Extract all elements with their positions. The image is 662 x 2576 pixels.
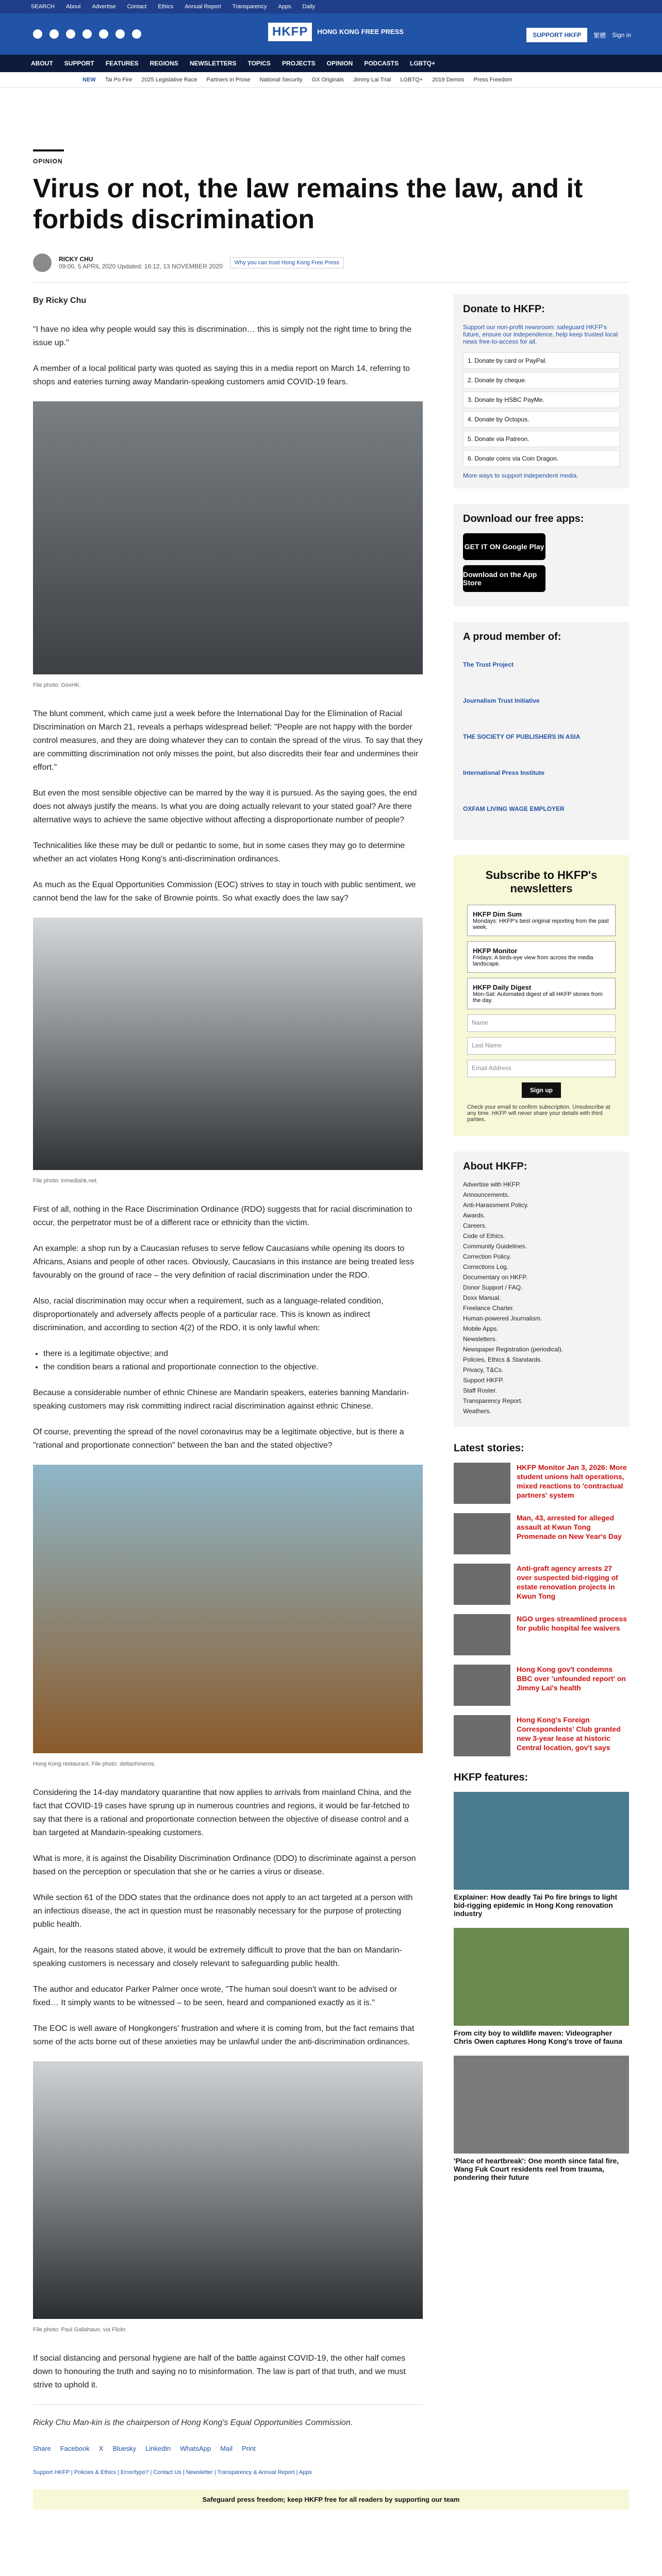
- donate-heading: Donate to HKFP:: [463, 303, 545, 315]
- member-logo[interactable]: International Press Institute: [463, 769, 545, 776]
- donate-box: [454, 294, 629, 488]
- latest-item[interactable]: [454, 1463, 629, 1504]
- about-box: [454, 1151, 629, 1427]
- bluesky-icon[interactable]: [99, 29, 108, 39]
- feature-title[interactable]: 'Place of heartbreak': One month since fatal fire, Wang Fuk Court residents reel from trauma, pondering their future: [454, 2157, 619, 2181]
- latest-stories: [454, 1443, 629, 1756]
- page-title: Virus or not, the law remains the law, and it forbids discrimination: [33, 174, 583, 234]
- google-play-button[interactable]: GET IT ON Google Play: [463, 533, 545, 560]
- latest-item[interactable]: [454, 1665, 629, 1706]
- byline: [33, 253, 629, 272]
- new-label: NEW: [82, 76, 96, 83]
- signup-button[interactable]: Sign up: [522, 1082, 561, 1098]
- nav-item[interactable]: REGIONS: [150, 60, 178, 67]
- paragraph: The blunt comment, which came just a week before the International Day for the Elimination of Racial Discrimination on March 21, reveals a perhaps widespread belief: "People are not happy with the border control measures, and they are doing whatever they can to contain the spread of the virus. To say that they are committing discrimination not only misses the point, but also discredits their fear and undermines their effort.": [33, 709, 423, 772]
- paragraph: The author and educator Parker Palmer once wrote, "The human soul doesn't want to be advised or fixed… It simply wants to be witnessed – to be seen, heard and companioned exactly as it is.": [33, 1985, 398, 2007]
- social-links: [33, 29, 141, 39]
- trust-button[interactable]: Why you can trust Hong Kong Free Press: [230, 257, 344, 268]
- photo-caption: Hong Kong restaurant. File photo: deltaohmeros.: [33, 1761, 156, 1767]
- story-thumbnail[interactable]: [454, 1513, 510, 1554]
- story-thumbnail[interactable]: [454, 1715, 510, 1756]
- main-content: [33, 149, 629, 2510]
- about-link[interactable]: Announcements.: [463, 1191, 510, 1198]
- donate-option[interactable]: 6. Donate coins via Coin Dragon.: [463, 450, 620, 467]
- feature-title[interactable]: Explainer: How deadly Tai Po fire brings to light bid-rigging epidemic in Hong Kong renovation industry: [454, 1893, 618, 1918]
- nav-item[interactable]: PODCASTS: [364, 60, 399, 67]
- trending-link[interactable]: 2025 Legislative Race: [141, 76, 197, 83]
- about-link[interactable]: Weathers.: [463, 1408, 491, 1415]
- utility-link[interactable]: About: [65, 4, 81, 10]
- photo-caption: File photo: GovHK.: [33, 682, 81, 688]
- about-link[interactable]: Freelance Charter.: [463, 1304, 515, 1312]
- apps-box: [454, 504, 629, 606]
- about-link[interactable]: Doxx Manual.: [463, 1294, 501, 1301]
- photo-graffiti-mask[interactable]: [33, 2061, 423, 2319]
- about-link[interactable]: Community Guidelines.: [463, 1243, 527, 1250]
- nav-item[interactable]: TOPICS: [247, 60, 271, 67]
- paragraph: Technicalities like these may be dull or pedantic to some, but in some cases they may go to determine whether an act violates Hong Kong's anti-discrimination ordinances.: [33, 841, 405, 863]
- donate-option[interactable]: 2. Donate by cheque.: [463, 372, 620, 388]
- about-link[interactable]: Documentary on HKFP.: [463, 1274, 528, 1281]
- nav-item[interactable]: SUPPORT: [64, 60, 94, 67]
- paragraph: Also, racial discrimination may occur when a requirement, such as a language-related condition, disproportionately and adversely affects people of a particular race. This is known as indirect discrimination, and according to section 4(2) of the RDO, it is only lawful when:: [33, 1297, 384, 1332]
- photo-street-crowd[interactable]: [33, 401, 423, 674]
- story-thumbnail[interactable]: [454, 1463, 510, 1504]
- about-link[interactable]: Awards.: [463, 1212, 486, 1219]
- photo-restaurant[interactable]: [33, 1465, 423, 1753]
- about-link[interactable]: Policies, Ethics & Standards.: [463, 1356, 542, 1363]
- paragraph: Because a considerable number of ethnic Chinese are Mandarin speakers, eateries banning Mandarin-speaking customers may risk committing indirect racial discrimination against ethnic Chinese.: [33, 1388, 409, 1411]
- newsletter-desc: Fridays: A birds-eye view from across the media landscape.: [473, 955, 593, 967]
- trending-bar: [0, 72, 662, 88]
- utility-link[interactable]: Apps: [278, 4, 291, 10]
- paragraph: Again, for the reasons stated above, it would be extremely difficult to prove that the ban on Mandarin-speaking customers is necessary and closely relevant to safeguarding public health.: [33, 1946, 402, 1968]
- newsletter-option[interactable]: [467, 905, 616, 936]
- instagram-icon[interactable]: [66, 29, 75, 39]
- about-link[interactable]: Advertise with HKFP.: [463, 1181, 521, 1188]
- paragraph: As much as the Equal Opportunities Commission (EOC) strives to stay in touch with public sentiment, we cannot bend the law for the sake of Brownie points. So what exactly does the law say?: [33, 880, 416, 903]
- conditions-list: [43, 1347, 423, 1374]
- share-print[interactable]: Print: [241, 2445, 256, 2452]
- donate-more-link[interactable]: More ways to support independent media.: [463, 472, 578, 479]
- trending-link[interactable]: Tai Po Fire: [105, 76, 133, 83]
- facebook-icon[interactable]: [33, 29, 42, 39]
- mail-icon[interactable]: [132, 29, 141, 39]
- about-link[interactable]: Corrections Log.: [463, 1263, 509, 1270]
- donate-option[interactable]: 3. Donate by HSBC PayMe.: [463, 392, 620, 408]
- photo-caption: File photo: Paul Gallahaun, via Flickr.: [33, 2327, 127, 2333]
- utility-link[interactable]: Transparency: [232, 4, 267, 10]
- paragraph: An example: a shop run by a Caucasian refuses to serve fellow Caucasians while opening its doors to Africans, Asians and people of other races. Obviously, Caucasians in this instance are being treated less favourably on the ground of race – the very definition of racial discrimination under the RDO.: [33, 1244, 414, 1280]
- story-title[interactable]: Anti-graft agency arrests 27 over suspected bid-rigging of estate renovation projects in Kwun Tong: [517, 1564, 618, 1600]
- share-bluesky[interactable]: Bluesky: [112, 2445, 136, 2452]
- logo-box: HKFP: [268, 23, 312, 41]
- nav-item[interactable]: OPINION: [326, 60, 353, 67]
- about-link[interactable]: Newsletters.: [463, 1335, 498, 1343]
- trending-link[interactable]: LGBTQ+: [400, 76, 423, 83]
- features-heading: HKFP features:: [454, 1772, 528, 1783]
- about-link[interactable]: Newspaper Registration (periodical).: [463, 1346, 564, 1353]
- features-box: [454, 1772, 629, 2181]
- utility-link[interactable]: Advertise: [92, 4, 116, 10]
- member-logo[interactable]: OXFAM LIVING WAGE EMPLOYER: [463, 805, 565, 812]
- story-title[interactable]: Hong Kong gov't condemns BBC over 'unfounded report' on Jimmy Lai's health: [517, 1665, 626, 1692]
- latest-item[interactable]: [454, 1564, 629, 1605]
- about-link[interactable]: Support HKFP.: [463, 1377, 504, 1384]
- story-thumbnail[interactable]: [454, 1665, 510, 1706]
- share-button[interactable]: Share: [33, 2445, 51, 2452]
- article-body: [33, 294, 423, 2489]
- paragraph: "I have no idea why people would say this is discrimination… this is simply not the right time to bring the issue up.": [33, 325, 412, 347]
- newsletter-name: HKFP Dim Sum: [473, 910, 522, 918]
- paragraph: The EOC is well aware of Hongkongers' frustration and where it is coming from, but the fact remains that some of the acts borne out of these anxieties may be unlawful under the anti-discrimination ordinances.: [33, 2024, 415, 2046]
- about-link[interactable]: Mobile Apps.: [463, 1325, 499, 1332]
- about-link[interactable]: Anti-Harassment Policy.: [463, 1201, 529, 1209]
- utility-link[interactable]: Daily: [302, 4, 316, 10]
- trending-link[interactable]: Jimmy Lai Trial: [353, 76, 391, 83]
- nav-item[interactable]: PROJECTS: [282, 60, 316, 67]
- latest-item[interactable]: [454, 1614, 629, 1655]
- email-field[interactable]: Email Address: [467, 1060, 616, 1077]
- nav-item[interactable]: LGBTQ+: [410, 60, 436, 67]
- donate-option[interactable]: 4. Donate by Octopus.: [463, 411, 620, 428]
- list-item: • there is a legitimate objective; and: [43, 1347, 423, 1361]
- trending-link[interactable]: Partners in Prose: [206, 76, 251, 83]
- newsletter-box: [454, 855, 629, 1136]
- about-link[interactable]: Donor Support / FAQ.: [463, 1284, 523, 1291]
- search-link[interactable]: SEARCH: [31, 4, 55, 10]
- latest-item[interactable]: [454, 1715, 629, 1756]
- share-whatsapp[interactable]: WhatsApp: [180, 2445, 211, 2452]
- feature-item[interactable]: [454, 1928, 629, 2045]
- donate-list: [463, 352, 620, 467]
- name-field[interactable]: Name: [467, 1014, 616, 1032]
- logo-text: HONG KONG FREE PRESS: [317, 28, 404, 36]
- about-link[interactable]: Correction Policy.: [463, 1253, 511, 1260]
- main-nav: [0, 55, 662, 72]
- photo-caption: File photo: inmediahk.net.: [33, 1178, 98, 1184]
- utility-link[interactable]: Contact: [127, 4, 147, 10]
- story-title[interactable]: Man, 43, arrested for alleged assault at Kwun Tong Promenade on New Year's Day: [517, 1514, 622, 1540]
- site-logo[interactable]: [268, 23, 404, 41]
- newsletter-heading: Subscribe to HKFP's newsletters: [485, 869, 598, 895]
- last-name-field[interactable]: Last Name: [467, 1037, 616, 1055]
- feature-item[interactable]: [454, 2056, 629, 2181]
- x-icon[interactable]: [49, 29, 59, 39]
- trending-link[interactable]: GX Originals: [311, 76, 344, 83]
- feature-image[interactable]: [454, 1792, 629, 1890]
- share-facebook[interactable]: Facebook: [60, 2445, 90, 2452]
- paragraph: While section 61 of the DDO states that the ordinance does not apply to an act targeted at a person with an infectious disease, the act in question must be reasonably necessary for the purpose of protecting public health.: [33, 1893, 413, 1929]
- paragraph: But even the most sensible objective can be marred by the way it is pursued. As the saying goes, the end does not always justify the means. Is what you are doing actually relevant to your stated goal? Are there alternative ways to achieve the same objective without affecting a disproportionate number of people?: [33, 789, 417, 824]
- member-logo[interactable]: The Trust Project: [463, 661, 514, 668]
- author-avatar[interactable]: [33, 253, 52, 272]
- language-link[interactable]: 繁體: [593, 31, 606, 39]
- paragraph: If social distancing and personal hygiene are half of the battle against COVID-19, the other half comes down to honouring the truth and saying no to misinformation. The law is part of that truth, and we must strive to uphold it.: [33, 2354, 406, 2389]
- story-title[interactable]: NGO urges streamlined process for public hospital fee waivers: [517, 1615, 627, 1632]
- article-byline: By Ricky Chu: [33, 296, 87, 305]
- divider: [33, 2404, 423, 2405]
- apps-heading: Download our free apps:: [463, 513, 584, 524]
- member-logo[interactable]: Journalism Trust Initiative: [463, 697, 540, 704]
- newsletter-desc: Mondays: HKFP's best original reporting from the past week.: [473, 918, 609, 930]
- feature-title[interactable]: From city boy to wildlife maven: Videographer Chris Owen captures Hong Kong's trove of fauna: [454, 2029, 622, 2045]
- paragraph: Of course, preventing the spread of the novel coronavirus may be a legitimate objective, but is there a "rational and proportionate connection" between the ban and the stated objective?: [33, 1428, 404, 1450]
- support-banner[interactable]: Safeguard press freedom; keep HKFP free for all readers by supporting our team: [33, 2489, 629, 2510]
- divider: [33, 282, 629, 283]
- about-heading: About HKFP:: [463, 1161, 527, 1172]
- threads-icon[interactable]: [82, 29, 92, 39]
- nav-item[interactable]: NEWSLETTERS: [189, 60, 237, 67]
- paragraph: Considering the 14-day mandatory quarantine that now applies to arrivals from mainland China, and the fact that COVID-19 cases have sprung up in numerous countries and regions, it would be far-fetched to say that there is a rational and proportionate connection between the objective of disease control and a ban targeted at Mandarin-speaking customers.: [33, 1788, 411, 1837]
- paragraph: A member of a local political party was quoted as saying this in a media report on March 14, referring to shops and eateries turning away Mandarin-speaking customers amid COVID-19 fears.: [33, 364, 410, 386]
- paragraph: First of all, nothing in the Race Discrimination Ordinance (RDO) suggests that for racial discrimination to occur, the perpetrator must be of a different race or ethnicity than the victim.: [33, 1205, 412, 1227]
- story-title[interactable]: HKFP Monitor Jan 3, 2026: More student unions halt operations, mixed reactions to 'contractual partners' system: [517, 1463, 627, 1499]
- newsletter-desc: Mon-Sat: Automated digest of all HKFP stories from the day.: [473, 991, 603, 1004]
- about-link[interactable]: Code of Ethics.: [463, 1232, 505, 1240]
- member-logo[interactable]: THE SOCIETY OF PUBLISHERS IN ASIA: [463, 733, 581, 740]
- about-link[interactable]: Transparency Report.: [463, 1397, 523, 1404]
- newsletter-option[interactable]: [467, 978, 616, 1009]
- member-box: [454, 622, 629, 840]
- site-header: [0, 13, 662, 55]
- sidebar: [454, 294, 629, 2489]
- section-rule: [33, 149, 64, 151]
- newsletter-note: Check your email to confirm subscription. Unsubscribe at any time. HKFP will never share your details with third parties.: [467, 1104, 610, 1123]
- member-heading: A proud member of:: [463, 631, 561, 642]
- latest-heading: Latest stories:: [454, 1443, 524, 1454]
- donate-option[interactable]: 5. Donate via Patreon.: [463, 431, 620, 447]
- trending-link[interactable]: Press Freedom: [473, 76, 512, 83]
- share-mail[interactable]: Mail: [220, 2445, 233, 2452]
- section-label[interactable]: OPINION: [33, 158, 63, 165]
- paragraph: What is more, it is against the Disability Discrimination Ordinance (DDO) to discriminate against a person based on the perception or speculation that she or he carries a virus or disease.: [33, 1854, 416, 1876]
- newsletter-name: HKFP Monitor: [473, 947, 518, 955]
- author-name[interactable]: RICKY CHU: [59, 256, 93, 263]
- story-title[interactable]: Hong Kong's Foreign Correspondents' Club granted new 3-year lease at historic Central location, gov't says: [517, 1716, 621, 1752]
- footer-links[interactable]: Support HKFP | Policies & Ethics | Error/typo? | Contact Us | Newsletter | Transparency & Annual Report | Apps: [33, 2469, 312, 2476]
- utility-bar: [0, 0, 662, 13]
- sign-in-link[interactable]: Sign in: [612, 31, 631, 39]
- about-list: [463, 1181, 620, 1415]
- photo-eoc-office[interactable]: [33, 918, 423, 1170]
- youtube-icon[interactable]: [115, 29, 125, 39]
- utility-link[interactable]: Ethics: [158, 4, 174, 10]
- share-linkedin[interactable]: LinkedIn: [145, 2445, 171, 2452]
- donate-intro[interactable]: Support our non-profit newsroom: safeguard HKFP's future, ensure our independence, help keep trusted local news free-to-access for all.: [463, 324, 618, 345]
- story-thumbnail[interactable]: [454, 1564, 510, 1605]
- nav-item[interactable]: ABOUT: [31, 60, 53, 67]
- utility-link[interactable]: Annual Report: [185, 4, 221, 10]
- about-link[interactable]: Privacy, T&Cs.: [463, 1366, 504, 1374]
- article-dates: 09:00, 5 APRIL 2020 Updated: 16:12, 13 NOVEMBER 2020: [59, 263, 223, 270]
- share-bar: [33, 2442, 423, 2455]
- donate-option[interactable]: 1. Donate by card or PayPal.: [463, 352, 620, 369]
- nav-item[interactable]: FEATURES: [105, 60, 139, 67]
- support-button[interactable]: SUPPORT HKFP: [526, 28, 587, 42]
- app-store-button[interactable]: Download on the App Store: [463, 565, 545, 592]
- about-link[interactable]: Human-powered Journalism.: [463, 1315, 542, 1322]
- trending-link[interactable]: National Security: [259, 76, 303, 83]
- share-x[interactable]: X: [98, 2445, 104, 2452]
- newsletter-option[interactable]: [467, 941, 616, 973]
- newsletter-name: HKFP Daily Digest: [473, 984, 532, 991]
- feature-image[interactable]: [454, 1928, 629, 2026]
- trending-link[interactable]: 2019 Demos: [432, 76, 465, 83]
- feature-image[interactable]: [454, 2056, 629, 2154]
- about-link[interactable]: Careers.: [463, 1222, 487, 1229]
- list-item: • the condition bears a rational and proportionate connection to the objective.: [43, 1361, 423, 1374]
- author-bio: Ricky Chu Man-kin is the chairperson of Hong Kong's Equal Opportunities Commission.: [33, 2418, 353, 2427]
- story-thumbnail[interactable]: [454, 1614, 510, 1655]
- about-link[interactable]: Staff Roster.: [463, 1387, 497, 1394]
- feature-item[interactable]: [454, 1792, 629, 1918]
- latest-item[interactable]: [454, 1513, 629, 1554]
